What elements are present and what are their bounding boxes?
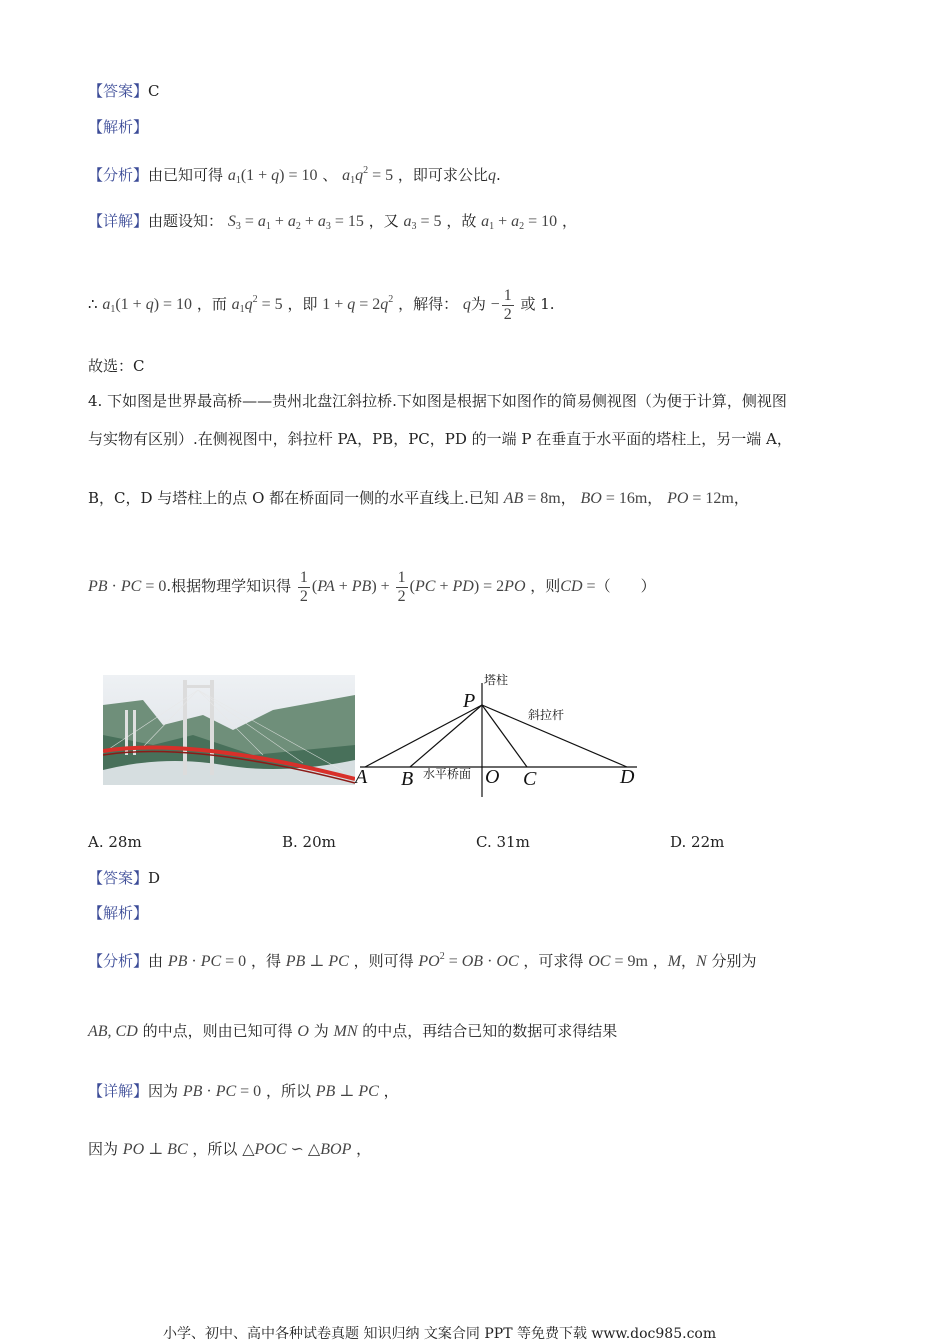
q3-analysis-tag: 【解析】 [88, 118, 149, 136]
q4-stem-1: 4. 下如图是世界最高桥——贵州北盘江斜拉桥.下如图是根据下如图作的简易侧视图（为便于计算，侧视图 [88, 392, 787, 410]
q4-fenxi2-line: AB, CD 的中点，则由已知可得 O 为 MN 的中点，再结合已知的数据可求得结果 [88, 1022, 618, 1040]
q3-detail2-line: ∴ $a_1(1 + q) = 10$ ，而 $a_1q^2 = 5$ ，即 $1 + q = 2q^2$ ，解得： q为 − $\frac{1}{2}$ 或 1. [88, 286, 555, 323]
label-p: P [463, 690, 476, 712]
label-c: C [523, 768, 537, 790]
label-b: B [401, 768, 414, 790]
deck-label: 水平桥面 [423, 767, 472, 781]
q4-answer: D [148, 869, 161, 887]
footer-text: 小学、初中、高中各种试卷真题 知识归纳 文案合同 PPT 等免费下载 www.doc985.com [163, 1326, 717, 1342]
label-d: D [620, 766, 635, 788]
answer-tag: 【答案】 [88, 82, 149, 100]
q4-stem-4: PB · PC = 0.根据物理学知识得 $\frac{1}{2}$ (PA + PB) + $\frac{1}{2}$ (PC + PD) = 2PO ，则CD =（ ） [88, 568, 656, 605]
option-b[interactable]: B. 20m [282, 833, 336, 851]
option-d[interactable]: D. 22m [670, 833, 725, 851]
q4-analysis-tag: 【解析】 [88, 904, 149, 922]
cable-label: 斜拉杆 [528, 708, 565, 722]
q4-detail2-line: 因为 PO ⊥ BC ，所以 △POC ∽ △BOP ， [88, 1140, 372, 1158]
q3-answer-line [88, 80, 160, 102]
q4-detail1-line: 【详解】因为 PB · PC = 0 ，所以 PB ⊥ PC ， [88, 1082, 399, 1100]
label-a: A [355, 766, 368, 788]
q3-answer: C [148, 82, 160, 100]
cable-pb [410, 705, 482, 767]
q4-fenxi-line: 【分析】由 PB · PC = 0 ，得 PB ⊥ PC ，则可得 $PO^2$ = OB · OC ，可求得 OC = 9m ，M，N 分别为 [88, 951, 757, 970]
q3-choice: 故选：C [88, 357, 145, 375]
option-c[interactable]: C. 31m [476, 833, 530, 851]
cable-pa [365, 705, 482, 767]
option-a[interactable]: A. 28m [88, 833, 142, 851]
q4-stem-3: B，C，D 与塔柱上的点 O 都在桥面同一侧的水平直线上.已知 AB = 8m， BO = 16m， PO = 12m， [88, 489, 749, 507]
q3-fenxi-line: 【分析】由已知可得 $a_1(1 + q) = 10$ 、 $a_1q^2 = 5$ ，即可求公比q. [88, 165, 501, 186]
bridge-photo [103, 675, 355, 785]
bridge-side-view-diagram [355, 665, 645, 800]
q3-detail-line: 【详解】由题设知： $S_3 = a_1 + a_2 + a_3 = 15$ ，又 $a_3 = 5$ ，故 $a_1 + a_2 = 10$ ， [88, 212, 577, 232]
label-o: O [485, 766, 500, 788]
q4-answer-line: 【答案】D [88, 869, 161, 887]
tower-label: 塔柱 [484, 673, 509, 687]
q4-stem-2: 与实物有区别）.在侧视图中，斜拉杆 PA，PB，PC，PD 的一端 P 在垂直于水平面的塔柱上，另一端 A， [88, 430, 792, 448]
